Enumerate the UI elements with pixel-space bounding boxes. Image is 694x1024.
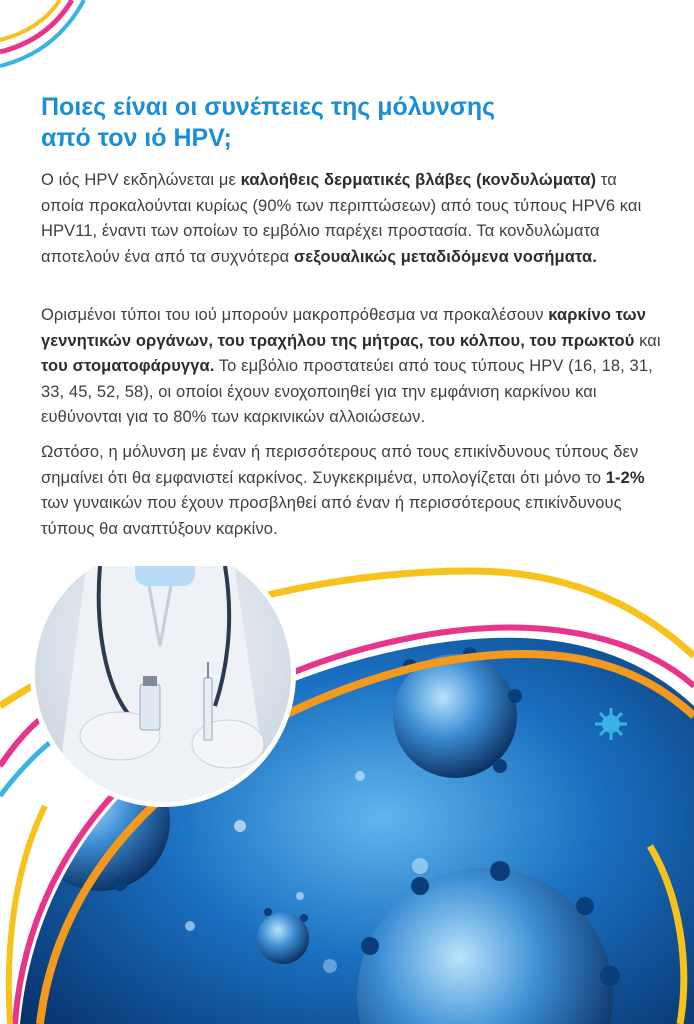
text-run: και [634,331,661,350]
title-line-2: από τον ιό HPV; [41,124,232,152]
text-run: των γυναικών που έχουν προσβληθεί από έναν ή περισσότερους επικίνδυνους τύπους θα αναπτύξουν καρκίνο. [41,494,622,538]
text-run: Ωστόσο, η μόλυνση με έναν ή περισσότερους από τους επικίνδυνους τύπους δεν σημαίνει ότι θα εμφανιστεί καρκίνος. Συγκεκριμένα, υπολογίζεται ότι μόνο το [41,443,639,487]
text-run: Ο ιός HPV εκδηλώνεται με [41,171,241,189]
text-run-bold: 1-2% [605,468,645,487]
title-line-1: Ποιες είναι οι συνέπειες της μόλυνσης [41,93,496,121]
page-title [41,92,641,154]
text-run: τα οποία προκαλούνται κυρίως (90% των περιπτώσεων) από τους τύπους HPV6 και HPV11, έναντι των οποίων το εμβόλιο παρέχει προστασία. Τα κονδυλώματα αποτελούν ένα από τα συχνότερα [41,171,642,266]
text-run-bold: σεξουαλικώς μεταδιδόμενα νοσήματα. [293,247,597,266]
top-swoosh-decoration [0,0,120,90]
text-run-bold: καλοήθεις δερματικές βλάβες (κονδυλώματα) [240,171,597,189]
text-run-bold: καρκίνο των γεννητικών οργάνων, του τραχήλου της μήτρας, του κόλπου, του πρωκτού [41,306,646,350]
paragraph-cancer-types [41,303,663,431]
paragraph-risk [41,440,663,542]
text-run: Ορισμένοι τύποι του ιού μπορούν μακροπρόθεσμα να προκαλέσουν [41,306,549,324]
virus-illustration [0,566,694,1024]
paragraph-warts [41,168,663,270]
text-run: Το εμβόλιο προστατεύει από τους τύπους HPV (16, 18, 31, 33, 45, 52, 58), οι οποίοι έχουν ενοχοποιηθεί για την εμφάνιση καρκίνου και ευθύνονται για το 80% των καρκινικών αλλοιώσεων. [41,357,653,426]
text-run-bold: του στοματοφάρυγγα. [41,357,215,375]
